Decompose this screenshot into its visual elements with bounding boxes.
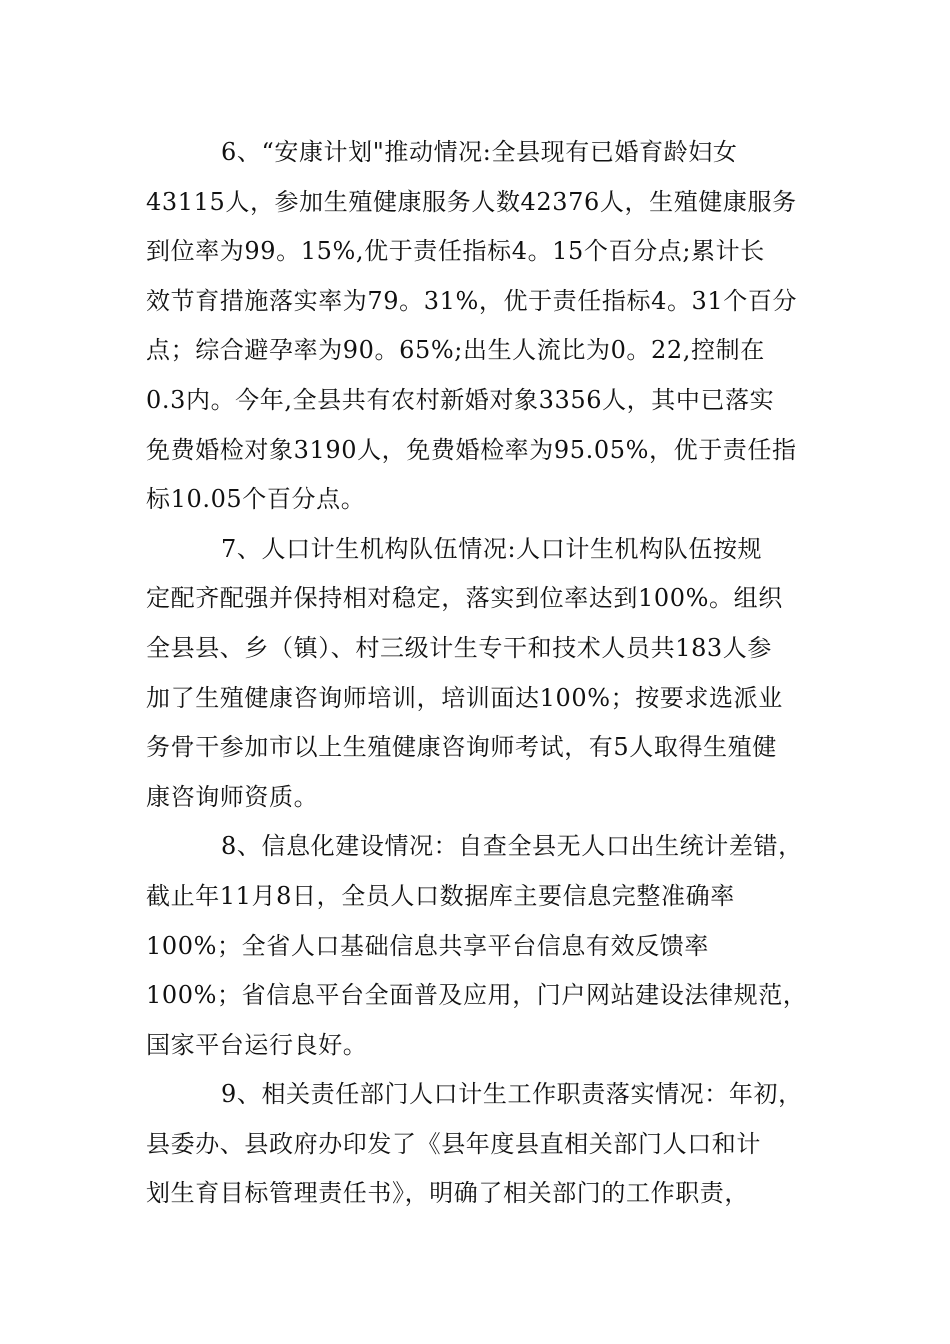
paragraph-7-line-2: 定配齐配强并保持相对稳定，落实到位率达到100%。组织 <box>146 584 783 613</box>
paragraph-6-line-6: 0.3内。今年,全县共有农村新婚对象3356人，其中已落实 <box>146 385 775 414</box>
paragraph-7-line-6: 康咨询师资质。 <box>146 782 319 811</box>
paragraph-6-line-1: 6、“安康计划"推动情况:全县现有已婚育龄妇女 <box>221 138 738 166</box>
paragraph-6-line-7: 免费婚检对象3190人，免费婚检率为95.05%，优于责任指 <box>146 435 797 464</box>
paragraph-7-line-5: 务骨干参加市以上生殖健康咨询师考试，有5人取得生殖健 <box>146 733 777 762</box>
paragraph-7-line-3: 全县县、乡（镇）、村三级计生专干和技术人员共183人参 <box>146 633 773 662</box>
paragraph-7-line-4: 加了生殖健康咨询师培训，培训面达100%；按要求选派业 <box>146 683 783 712</box>
document-body <box>146 128 816 1219</box>
paragraph-6-line-2: 43115人，参加生殖健康服务人数42376人，生殖健康服务 <box>146 187 797 216</box>
paragraph-8-line-5: 国家平台运行良好。 <box>146 1030 368 1059</box>
paragraph-9-line-1: 9、相关责任部门人口计生工作职责落实情况：年初， <box>221 1080 803 1109</box>
paragraph-6-line-3: 到位率为99。15%,优于责任指标4。15个百分点;累计长 <box>146 237 765 266</box>
paragraph-8-line-3: 100%；全省人口基础信息共享平台信息有效反馈率 <box>146 931 710 960</box>
paragraph-9-line-2: 县委办、县政府办印发了《县年度县直相关部门人口和计 <box>146 1129 761 1158</box>
paragraph-8-line-2: 截止年11月8日，全员人口数据库主要信息完整准确率 <box>146 881 735 910</box>
paragraph-6-line-8: 标10.05个百分点。 <box>146 485 366 514</box>
paragraph-6-line-5: 点；综合避孕率为90。65%;出生人流比为0。22,控制在 <box>146 336 765 365</box>
paragraph-7-line-1: 7、人口计生机构队伍情况:人口计生机构队伍按规 <box>221 534 763 563</box>
paragraph-9-line-3: 划生育目标管理责任书》，明确了相关部门的工作职责， <box>146 1179 749 1208</box>
paragraph-8-line-4: 100%；省信息平台全面普及应用，门户网站建设法律规范， <box>146 981 808 1010</box>
paragraph-6-line-4: 效节育措施落实率为79。31%，优于责任指标4。31个百分 <box>146 286 798 315</box>
paragraph-8-line-1: 8、信息化建设情况：自查全县无人口出生统计差错， <box>221 832 803 861</box>
